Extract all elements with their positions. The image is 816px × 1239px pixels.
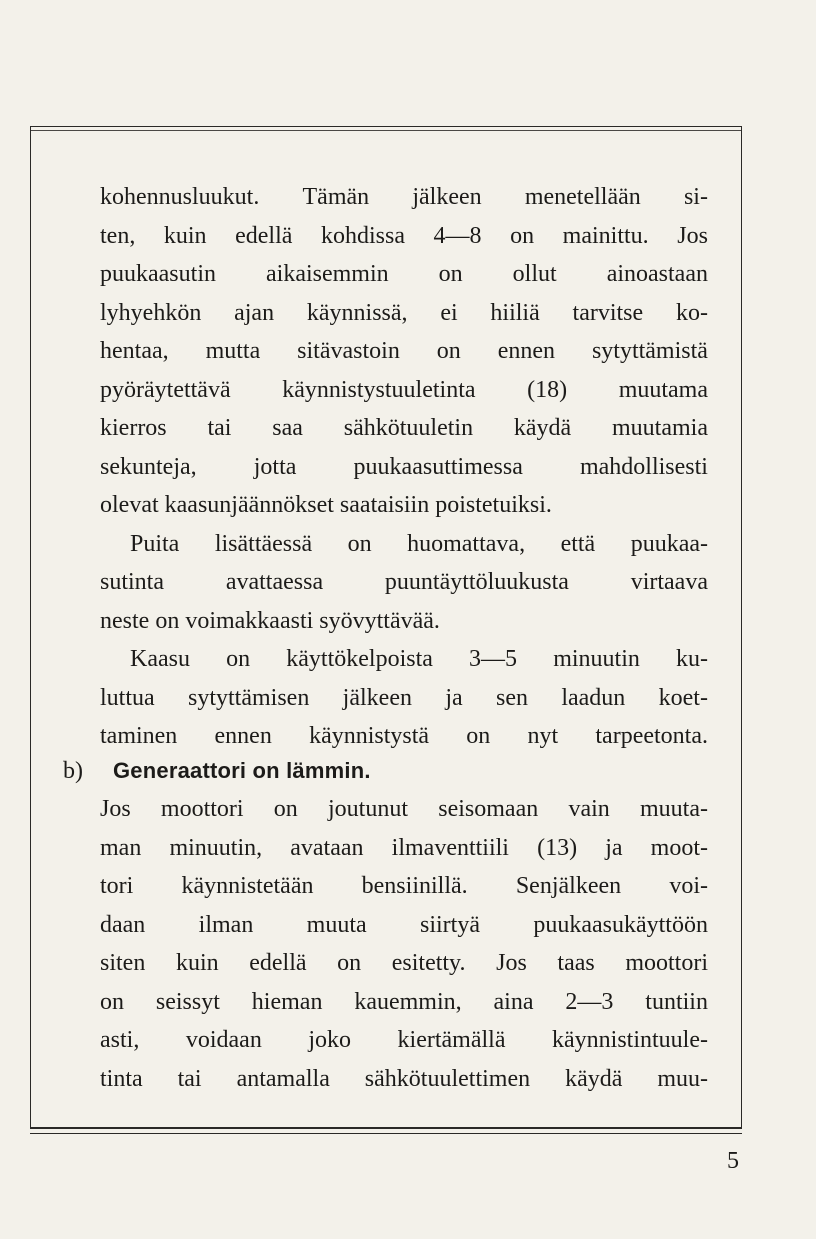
section-heading [63,752,371,790]
paragraph-gas-usable [100,640,708,756]
left-frame-line [30,126,31,1128]
right-frame-line [741,126,742,1128]
text-line: man minuutin, avataan ilmaventtiili (13) ja moot- [100,834,708,861]
section-marker: b) [63,758,83,784]
text-line: lyhyehkön ajan käynnissä, ei hiiliä tarvitse ko- [100,299,708,326]
paragraph-wood-adding [100,525,708,641]
section-title: Generaattori on lämmin. [113,758,371,783]
text-line: neste on voimakkaasti syövyttävää. [100,607,440,634]
body-text-lower [100,790,708,1098]
text-line: daan ilman muuta siirtyä puukaasukäyttöön [100,911,708,938]
text-line: sekunteja, jotta puukaasuttimessa mahdollisesti [100,453,708,480]
bottom-rule-thin [30,1133,742,1134]
bottom-rule [30,1127,742,1129]
text-line: Jos moottori on joutunut seisomaan vain muuta- [100,796,708,822]
text-line: puukaasutin aikaisemmin on ollut ainoastaan [100,261,708,287]
text-line: sutinta avattaessa puuntäyttöluukusta virtaava [100,569,708,595]
top-rule-thin [30,130,742,131]
text-line: on seissyt hieman kauemmin, aina 2—3 tuntiin [100,988,708,1015]
text-line: siten kuin edellä on esitetty. Jos taas moottori [100,950,708,976]
paragraph-continued [100,178,708,525]
page-number: 5 [727,1148,739,1174]
text-line: asti, voidaan joko kiertämällä käynnistintuule- [100,1027,708,1053]
text-line: Kaasu on käyttökelpoista 3—5 minuutin ku- [130,646,708,672]
text-line: Puita lisättäessä on huomattava, että puukaa- [130,530,708,557]
text-line: kierros tai saa sähkötuuletin käydä muutamia [100,415,708,441]
body-text-upper [100,178,708,756]
top-rule [30,126,742,127]
text-line: olevat kaasunjäännökset saataisiin poistetuiksi. [100,492,552,518]
text-line: ten, kuin edellä kohdissa 4—8 on mainittu. Jos [100,222,708,249]
text-line: hentaa, mutta sitävastoin on ennen sytyttämistä [100,338,708,364]
text-line: kohennusluukut. Tämän jälkeen menetellään si- [100,184,708,210]
text-line: taminen ennen käynnistystä on nyt tarpeetonta. [100,723,708,749]
text-line: luttua sytyttämisen jälkeen ja sen laadun koet- [100,684,708,711]
text-line: tori käynnistetään bensiinillä. Senjälkeen voi- [100,873,708,899]
text-line: tinta tai antamalla sähkötuulettimen käydä muu- [100,1065,708,1092]
text-line: pyöräytettävä käynnistystuuletinta (18) muutama [100,376,708,403]
